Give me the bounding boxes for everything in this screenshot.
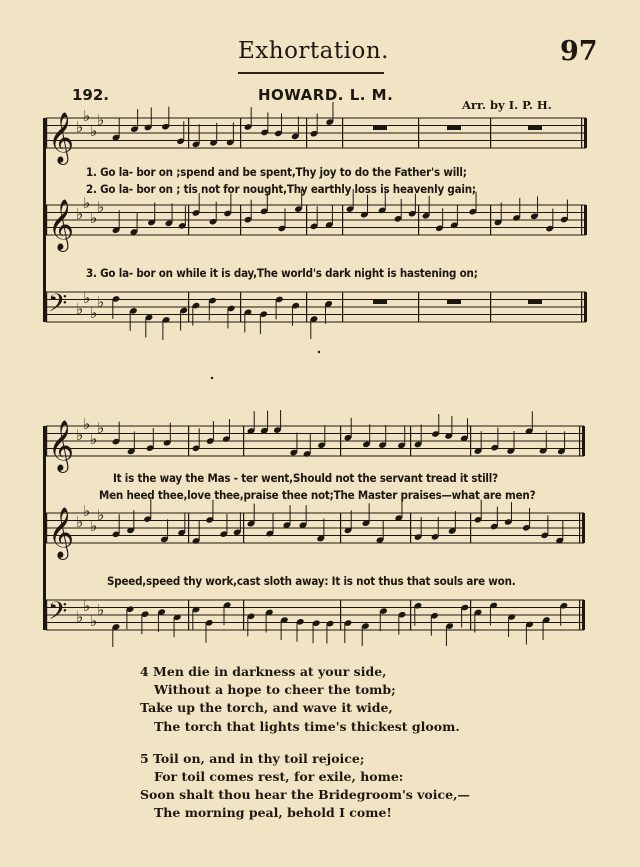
additional-verses (140, 663, 470, 837)
barline (579, 513, 580, 543)
verse-line: The morning peal, behold I come! (154, 805, 392, 821)
barline (418, 118, 419, 148)
barline (584, 292, 587, 322)
barline (188, 205, 189, 235)
treble-clef: 𝄞 (48, 507, 75, 558)
verse-line: The torch that lights time's thickest gloom. (154, 718, 460, 734)
barline (579, 600, 580, 630)
barline (46, 205, 47, 235)
barline (582, 426, 585, 456)
whole-rest (447, 126, 461, 130)
hymn-number: 192. (72, 86, 110, 104)
barline (342, 292, 343, 322)
bass-clef: 𝄢 (48, 597, 68, 632)
barline (340, 513, 341, 543)
whole-rest (447, 300, 461, 304)
barline (240, 118, 241, 148)
barline (342, 205, 343, 235)
flat-sign: ♭ (83, 194, 91, 212)
verse-4 (140, 663, 470, 736)
treble-clef: 𝄞 (48, 112, 75, 163)
flat-sign: ♭ (76, 118, 84, 136)
barline (188, 600, 189, 630)
page-number: 97 (560, 36, 598, 67)
flat-sign: ♭ (76, 608, 84, 626)
verse-line: Soon shalt thou hear the Bridegroom's voice,— (140, 787, 470, 803)
barline (306, 118, 307, 148)
flat-sign: ♭ (90, 430, 98, 448)
lyric-line-2: 2. Go la- bor on ; tis not for nought,Thy earthly loss is heavenly gain; (86, 182, 476, 196)
arranger-credit: Arr. by I. P. H. (462, 98, 552, 112)
barline (240, 205, 241, 235)
barline (410, 600, 411, 630)
barline (243, 600, 244, 630)
barline (418, 292, 419, 322)
barline (46, 600, 47, 630)
verse-line: For toil comes rest, for exile, home: (154, 769, 404, 785)
barline (243, 513, 244, 543)
system-bracket (43, 426, 46, 630)
barline (470, 513, 471, 543)
whole-rest (528, 126, 542, 130)
flat-sign: ♭ (97, 419, 105, 437)
lyric-line-2: Men heed thee,love thee,praise thee not;The Master praises—what are men? (99, 488, 536, 502)
barline (340, 426, 341, 456)
ornament-dot (318, 351, 320, 353)
verse-5 (140, 750, 470, 823)
barline (46, 292, 47, 322)
flat-sign: ♭ (83, 415, 91, 433)
flat-sign: ♭ (90, 612, 98, 630)
whole-rest (373, 300, 387, 304)
barline (188, 513, 189, 543)
barline (340, 600, 341, 630)
flat-sign: ♭ (76, 300, 84, 318)
barline (243, 426, 244, 456)
treble-clef: 𝄞 (48, 199, 75, 250)
barline (581, 205, 582, 235)
flat-sign: ♭ (97, 293, 105, 311)
flat-sign: ♭ (90, 304, 98, 322)
barline (188, 118, 189, 148)
barline (188, 426, 189, 456)
barline (470, 426, 471, 456)
flat-sign: ♭ (90, 209, 98, 227)
tune-name: HOWARD. L. M. (258, 86, 394, 104)
barline (46, 118, 47, 148)
barline (582, 600, 585, 630)
treble-clef: 𝄞 (48, 420, 75, 471)
flat-sign: ♭ (90, 517, 98, 535)
flat-sign: ♭ (97, 198, 105, 216)
barline (306, 205, 307, 235)
barline (46, 513, 47, 543)
barline (410, 426, 411, 456)
barline (306, 292, 307, 322)
barline (240, 292, 241, 322)
whole-rest (528, 300, 542, 304)
lyric-line-3: Speed,speed thy work,cast sloth away: It is not thus that souls are won. (107, 574, 516, 588)
barline (581, 118, 582, 148)
barline (581, 292, 582, 322)
section-title: Exhortation. (238, 38, 389, 64)
barline (490, 205, 491, 235)
barline (490, 118, 491, 148)
lyric-line-1: It is the way the Mas - ter went,Should not the servant tread it still? (113, 471, 498, 485)
barline (584, 205, 587, 235)
flat-sign: ♭ (83, 502, 91, 520)
lyric-line-3: 3. Go la- bor on while it is day,The world's dark night is hastening on; (86, 266, 478, 280)
flat-sign: ♭ (97, 506, 105, 524)
barline (46, 426, 47, 456)
flat-sign: ♭ (83, 107, 91, 125)
flat-sign: ♭ (97, 111, 105, 129)
barline (342, 118, 343, 148)
barline (579, 426, 580, 456)
flat-sign: ♭ (83, 289, 91, 307)
verse-line: 4 Men die in darkness at your side, (140, 664, 387, 679)
whole-rest (373, 126, 387, 130)
barline (582, 513, 585, 543)
flat-sign: ♭ (76, 426, 84, 444)
barline (188, 292, 189, 322)
verse-line: Without a hope to cheer the tomb; (154, 682, 396, 698)
flat-sign: ♭ (76, 205, 84, 223)
bass-clef: 𝄢 (48, 289, 68, 324)
flat-sign: ♭ (97, 601, 105, 619)
flat-sign: ♭ (83, 597, 91, 615)
barline (490, 292, 491, 322)
flat-sign: ♭ (90, 122, 98, 140)
lyric-line-1: 1. Go la- bor on ;spend and be spent,Thy joy to do the Father's will; (86, 165, 467, 179)
verse-line: 5 Toil on, and in thy toil rejoice; (140, 750, 365, 766)
barline (410, 513, 411, 543)
ornament-dot (211, 377, 213, 379)
flat-sign: ♭ (76, 513, 84, 531)
system-bracket (43, 118, 46, 322)
barline (470, 600, 471, 630)
barline (418, 205, 419, 235)
verse-line: Take up the torch, and wave it wide, (140, 700, 393, 716)
barline (584, 118, 587, 148)
